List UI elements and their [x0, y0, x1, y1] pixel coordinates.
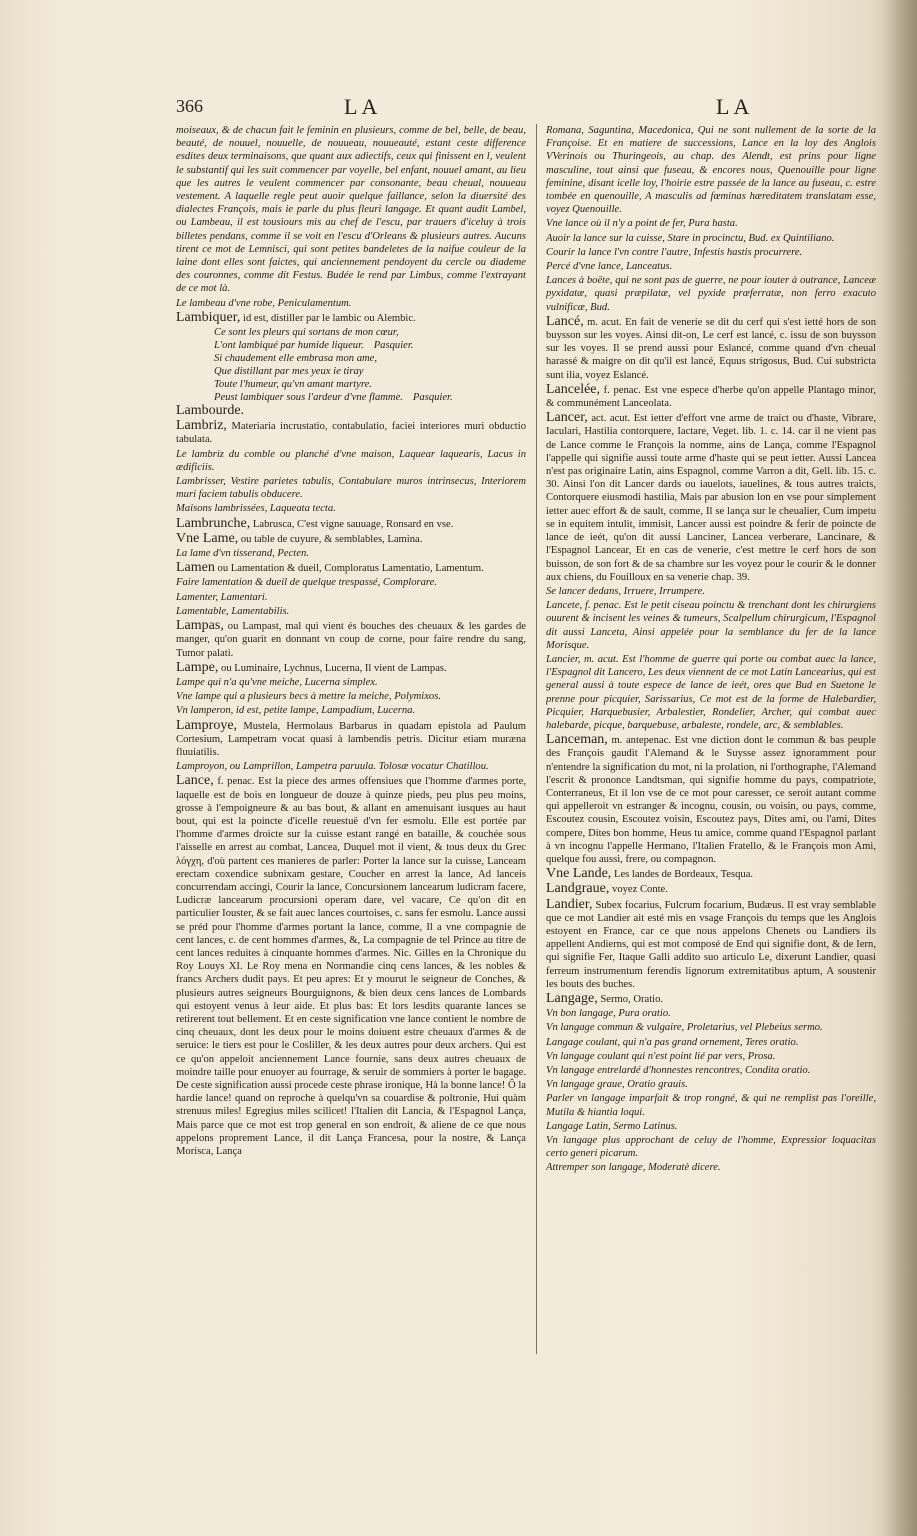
entry-text: Le lambeau d'vne robe, Peniculamentum. [176, 297, 352, 309]
entry-text: Lampe qui n'a qu'vne meiche, Lucerna simplex. [176, 676, 378, 688]
page-number: 366 [176, 96, 203, 116]
entry-text: m. acut. En fait de venerie se dit du cerf qui s'est ietté hors de son buysson sur les voyes. Ainsi dit-on, Le cerf est lancé, c. issu de son buysson sur les voyes. Il se prend aussi pour Eslancé, comme quand d'vn cheual harassé & maigre on dit qu'il est lancé, Equus strigosus, Bud. Cui substricta sunt ilia, voyez Eslancé. [546, 316, 876, 381]
sub-entry [546, 246, 876, 259]
sub-entry [176, 676, 526, 689]
entry-text: Lamenter, Lamentari. [176, 591, 268, 603]
sub-entry [546, 599, 876, 652]
sub-entry [546, 585, 876, 598]
sub-entry [546, 1050, 876, 1063]
dictionary-entry [546, 411, 876, 584]
entry-text: Vne lampe qui a plusieurs becs à mettre la meiche, Polymixos. [176, 691, 441, 703]
entry-text: Maisons lambrissées, Laqueata tecta. [176, 503, 336, 515]
headword: Vne Lande, [546, 866, 612, 882]
sub-entry [546, 232, 876, 245]
verse-line [176, 378, 526, 391]
verse-text: Si chaudement elle embrasa mon ame, [214, 353, 377, 365]
entry-text: Vn lamperon, id est, petite lampe, Lampadium, Lucerna. [176, 705, 416, 717]
column-divider [536, 124, 537, 1354]
page-header [176, 96, 876, 124]
entry-text: f. penac. Est la piece des armes offensiues que l'homme d'armes porte, laquelle est de bois en longueur de douze à quinze pieds, peu plus peu moins, grosse à l'empoigneure & au bas bout, & allant en amenuisant iusques au haut bout, qui est la poincte d'icelle reuestuë d'vn fer esmolu. Elle est portée par l'homme d'armes droicte sur la cuisse estant rangé en bataille, & couchée sous l'aisselle en arrest au combat, Lancea, Duquel mot il vient, & tous deux du Grec λόγχη, d'où partent ces manieres de parler: Porter la lance sur la cuisse, Lanceam erectam coxendice subnixam gestare, Coucher en arrest la lance, Ad lanceis concurrendam accingi, Courir la lance, Concursionem lancearum ludicram facere, Ludicræ lancearum procursioni operam dare, vel vacare, Ce qu'on dit en particulier Iouster, & se fait auec lances courtoises, c. sans fer esmolu. Lance aussi se préd pour l'homme d'armes portant la lance, comme, Il a vne compagnie de cent lances, c. de cent hommes d'armes, &, La compagnie de tel Prince au titre de cent lances reduites à cinquante hommes d'armes. Nic. Gilles en la Chronique du Roy Louys XI. Le Roy mena en Normandie cinq cens lances, & les nobles & francs Archers dudit pays. Et peu apres: Et y mourut le seigneur de Conches, & plusieurs autres seigneurs Bourguignons, & bien deux cens lances de Lombards qui estoyent venus à leur aide. Et plus bas: Et lors lesdits quarante lances se retirerent tout bellement. Et en ceste signification vne lance contient le nombre de cinq cheuaux, dont les deux pour le moins doiuent estre cheuaux d'armes & de seruice: le tiers est pour le Cosliller, & les deux autres pour deux archers. Qui est ce qu'on appeloit anciennement Lance fournie, sans deux autres cheuaux de moindre taille pour enuoyer au fourrage, & seruir de sommiers à porter le bagage. De ceste signification aussi procede ceste phrase ironique, Hà la bonne lance! Ô la hardie lance! quand on reproche à quelqu'vn sa couardise & poltronie, Hui quàm strenuus miles! Egregius miles scilicet! l'Italien dit Lancia, & l'Espagnol Lança, Mais parce que ce mot est trop general en son endroit, & aliene de ce que nous appelons proprement Lance, il dit Lança Francesa, pour la nostre, & Lança Morisca, Lança [176, 776, 526, 1158]
headword: Vne Lame, [176, 530, 239, 546]
sub-entry [176, 124, 526, 296]
entry-text: Mustela, Hermolaus Barbarus in quadam epistola ad Paulum Cortesium, Lampetram vocat quasi à lambendis petris. Dicitur etiam muræna fluuiatilis. [176, 720, 526, 758]
entry-text: Langage Latin, Sermo Latinus. [546, 1120, 678, 1132]
entry-text: Romana, Saguntina, Macedonica, Qui ne sont nullement de la sorte de la Françoise. Et en matiere de successions, Lance en la loy des Anglois VVerinois ou Thuringeois, au chap. des Alendt, est prins pour ligne masculine, tout ainsi que fuseau, & encores nous, Quenouille pour ligne feminine, disant icelle loy, l'hoirie estre passée de la lance au fuseau, c. estre tombée en quenouille, A masculis ad fœminas hæreditatem translatam esse, voyez Quenouille. [546, 125, 876, 216]
entry-text: Vn langage graue, Oratio grauis. [546, 1079, 688, 1091]
entry-text: Faire lamentation & dueil de quelque trespassé, Complorare. [176, 577, 437, 589]
dictionary-entry [176, 517, 526, 531]
headword: Lamen [176, 560, 215, 576]
entry-text: f. penac. Est vne espece d'herbe qu'on appelle Plantago minor, & communément Lanceolata. [546, 384, 876, 410]
verse-line [176, 352, 526, 365]
sub-entry [176, 605, 526, 618]
verse-text: Toute l'humeur, qu'vn amant martyre. [214, 379, 372, 391]
entry-text: Vne lance où il n'y a point de fer, Pura hasta. [546, 218, 738, 230]
sub-entry [176, 704, 526, 717]
sub-entry [546, 124, 876, 216]
entry-text: ou Lampast, mal qui vient és bouches des cheuaux & les gardes de manger, qu'on guarit en donnant vn coup de corne, pour faire rendre du sang, Tumor palati. [176, 621, 526, 659]
entry-text: Attremper son langage, Moderatè dicere. [546, 1162, 721, 1174]
entry-text: Percé d'vne lance, Lanceatus. [546, 261, 673, 273]
entry-text: Lances à boëte, qui ne sont pas de guerre, ne pour iouter à outrance, Lanceæ pyxidatæ, quasi præpilatæ, vel pyxide præferratæ, non ferro exacuto vulnificæ, Bud. [546, 275, 876, 313]
sub-entry [546, 1078, 876, 1091]
sub-entry [546, 1134, 876, 1160]
sub-entry [546, 274, 876, 314]
headword: Lampe, [176, 659, 219, 675]
dictionary-entry [546, 383, 876, 410]
dictionary-entry [546, 867, 876, 881]
entry-text: act. acut. Est ietter d'effort vne arme de traict ou d'haste, Vibrare, Iaculari, Hastilia contorquere, Iactare, Veget. lib. 1. c. 14. car il ne vient pas de Lance comme le François la nomme, ains de Lança, comme l'Espagnol l'appelle qui signifie aussi toute arme d'haste qui se peut ietter. Aussi Lancea n'est pas originaire Latin, ains Espagnol, comme Varron a dit, Gell. lib. 15. c. 30. Ainsi l'on dit Lancer dards ou iauelots, iauelines, & tous autres traicts, Contorquere eiusmodi hastilia, Mais par abusion lon en vse pour simplement ietter auec effort & de sault, comme, Il se lança sur le cheualier, Cum impetu se in equitem intulit, immisit, Lancer aussi est poindre & ferir de poincte de lance de ieét, qu'on dit aussi Lanciner, Lancea verberare, Lancinare, & l'Espagnol Lancear, Et en cas de venerie, c'est mettre le cerf hors de son buisson, de son fort & de sa chambre sur les voyez pour le courir & le donner aux chiens, du Fouilloux en sa venerie chap. 39. [546, 413, 876, 583]
entry-text: Langage coulant, qui n'a pas grand ornement, Teres oratio. [546, 1036, 799, 1048]
sub-entry [176, 475, 526, 501]
dictionary-entry [176, 774, 526, 1158]
headword: Landier, [546, 896, 593, 912]
entry-text: Vn langage entrelardé d'honnestes rencontres, Condita oratio. [546, 1065, 811, 1077]
entry-text: Lambrisser, Vestire parietes tabulis, Contabulare muros intrinsecus, Interiorem muri faciem tabulis obducere. [176, 476, 526, 501]
headword: Landgraue, [546, 881, 610, 897]
verse-text: Peust lambiquer sous l'ardeur d'vne flamme. [214, 392, 403, 404]
left-column [176, 124, 526, 1374]
verse-text: L'ont lambiqué par humide liqueur. [214, 340, 364, 352]
headword: Lancé, [546, 313, 584, 329]
headword: Lambourde. [176, 403, 245, 419]
entry-text: Auoir la lance sur la cuisse, Stare in procinctu, Bud. ex Quintiliano. [546, 232, 835, 244]
headword: Lambrunche, [176, 515, 251, 531]
entry-text: m. antepenac. Est vne diction dont le commun & bas peuple des François gaudit l'Alemand & le Suysse assez ignoramment pour n'entendre la signification du mot, ni la prolation, ni l'orthographe, l'Alemand l'escrit & prononce Landtsman, qui signifie homme du pays, compatriote, Conterraneus, Et il lon vse de ce mot pour caresser, ce seroit autant comme qui appelleroit vn estranger & incognu, cousin, ou voisin, ou pays, comme, Escoutez cousin, Escoutez voisin, Escoutez pays, Dites ami, ou l'ami, Dites compere, Dites bon homme, Heus tu amice, comme quand l'Espagnol parlant à vn incognu l'appelle Hermano, l'Italien Fratello, & le François mon Ami, quelque fou aussi, frere, ou compagnon. [546, 735, 876, 865]
headword: Lambriz, [176, 418, 227, 434]
sub-entry [546, 1064, 876, 1077]
entry-text: Sermo, Oratio. [600, 994, 664, 1005]
sub-entry [546, 1161, 876, 1174]
sub-entry [546, 260, 876, 273]
entry-text: voyez Conte. [612, 884, 668, 896]
verse-source: Pasquier. [412, 392, 453, 404]
entry-text: Materiaria incrustatio, contabulatio, faciei interiores muri obductio tabulata. [176, 421, 526, 446]
dictionary-entry [546, 733, 876, 866]
headword: Lancer, [546, 410, 588, 426]
dictionary-entry [546, 992, 876, 1006]
entry-text: Lancier, m. acut. Est l'homme de guerre qui porte ou combat auec la lance, l'Espagnol dit Lancero, Les deux viennent de ce mot Latin Lancearius, qui est general aussi à toute espece de lance de ieét, ores que Bud en Suetone le prenne pour picquier, Sarissarius, Ce mot est de la forme de Halebardier, Picquier, Harquebusier, Arbalestier, Rondelier, Archer, qui combat auec halebarde, picque, barquebuse, arbaleste, rondele, arc, & semblables. [546, 653, 876, 731]
headword: Lanceman, [546, 732, 608, 748]
entry-text: Vn bon langage, Pura oratio. [546, 1008, 671, 1020]
headword: Lambiquer, [176, 309, 241, 325]
headword: Lamproye, [176, 717, 238, 733]
dictionary-entry [176, 311, 526, 325]
entry-text: id est, distiller par le lambic ou Alembic. [243, 312, 416, 324]
dictionary-entry [546, 882, 876, 896]
verse-text: Que distillant par mes yeux ie tiray [214, 366, 364, 378]
entry-text: Parler vn langage imparfait & trop rongné, & qui ne remplist pas l'oreille, Mutila & hiantia loqui. [546, 1093, 876, 1118]
verse-line [176, 339, 526, 352]
sub-entry [546, 1120, 876, 1133]
entry-text: Labrusca, C'est vigne sauuage, Ronsard en vse. [252, 518, 454, 530]
dictionary-entry [176, 419, 526, 446]
verse-line [176, 365, 526, 378]
entry-text: Lamproyon, ou Lamprillon, Lampetra paruula. Tolosæ vocatur Chatillou. [176, 761, 489, 773]
sub-entry [176, 547, 526, 560]
sub-entry [546, 653, 876, 732]
entry-text: Courir la lance l'vn contre l'autre, Infestis hastis procurrere. [546, 246, 803, 258]
sub-entry [546, 1007, 876, 1020]
headword: Lancelée, [546, 381, 601, 397]
sub-entry [176, 591, 526, 604]
dictionary-entry [176, 719, 526, 760]
sub-entry [176, 297, 526, 310]
page-gutter-shadow [883, 0, 917, 1536]
entry-text: moiseaux, & de chacun fait le feminin en plusieurs, comme de bel, belle, de beau, beauté, de nouuel, nouuelle, de nouueau, nouueauté, estant ceste difference esdites deux terminaisons, que quant aux adiectifs, ceux qui finissent en l, veulent le substantif qui les suit commencer par voyelle, bel enfant, nouuel amant, au lieu que les autres le veulent commencer par consonante, beau cheual, nouueau vestement. A laquelle regle peut auoir quelque faillance, selon la diuersité des dialectes François, mais ie parle du plus fleuri langage. Et quant audit Lambel, ou Lambeau, il est tousiours mis au chef de l'escu, par trauers d'iceluy à trois billetes pendans, comme il se voit en l'escu d'Orleans & plusieurs autres. Aucuns tirent ce mot de Lemnisci, qui sont petites bandeletes de la naifue couleur de la laine dont elles sont faictes, qui anciennement pendoyent du cercle ou diademe des couronnes, comme dit Festus. Budée le rend par Limbus, comme l'extrayant de ce mot là. [176, 125, 526, 295]
sub-entry [176, 502, 526, 515]
verse-source: Pasquier. [373, 340, 414, 352]
entry-text: Les landes de Bordeaux, Tesqua. [613, 869, 754, 881]
running-head-right: LA [716, 94, 754, 119]
dictionary-entry [176, 561, 526, 575]
entry-text: La lame d'vn tisserand, Pecten. [176, 548, 309, 560]
entry-text: Le lambriz du comble ou planché d'vne maison, Laquear laquearis, Lacus in ædificiis. [176, 448, 526, 473]
dictionary-entry [546, 898, 876, 991]
verse-line [176, 326, 526, 339]
entry-text: Subex focarius, Fulcrum focarium, Budæus. Il est vray semblable que ce mot Landier ait esté mis en vsage François du temps que les Anglois estoyent en France, car ce que nous appelons Chenets ou Landiers ils appellent Andierns, qui est mot composé de End qui signifie dont, & de Iern, qui signifie Fer, Itaque Galli addito suo articulo Le, dixerunt Landier, quasi ferreum instrumentum ferendis lignorum extremitatibus aptum, A soustenir les bouts des buches. [546, 899, 876, 990]
sub-entry [176, 448, 526, 474]
dictionary-entry [176, 619, 526, 660]
entry-text: Lamentable, Lamentabilis. [176, 605, 290, 617]
sub-entry [546, 1092, 876, 1118]
headword: Lance, [176, 773, 214, 789]
sub-entry [176, 760, 526, 773]
entry-text: ou Lamentation & dueil, Comploratus Lamentatio, Lamentum. [217, 563, 484, 575]
dictionary-entry [546, 315, 876, 382]
sub-entry [546, 1036, 876, 1049]
entry-text: Se lancer dedans, Irruere, Irrumpere. [546, 585, 705, 597]
dictionary-entry [176, 661, 526, 675]
headword: Langage, [546, 991, 598, 1006]
dictionary-entry [176, 532, 526, 546]
entry-text: Lancete, f. penac. Est le petit ciseau poinctu & trenchant dont les chirurgiens ouurent & incisent les veines & tumeurs, Scalpellum chirurgicum, l'Espagnol dit aussi Lanceta, Ainsi appelée pour la semblance du fer de la lance Morisque. [546, 600, 876, 651]
headword: Lampas, [176, 618, 224, 634]
verse-text: Ce sont les pleurs qui sortans de mon cœur, [214, 327, 399, 339]
entry-text: Vn langage coulant qui n'est point lié par vers, Prosa. [546, 1050, 776, 1062]
running-head-left: LA [344, 94, 382, 119]
entry-text: ou Luminaire, Lychnus, Lucerna, Il vient de Lampas. [221, 662, 447, 674]
right-column [546, 124, 876, 1354]
dictionary-entry [176, 404, 526, 418]
sub-entry [546, 1021, 876, 1034]
sub-entry [176, 576, 526, 589]
entry-text: Vn langage commun & vulgaire, Proletarius, vel Plebeius sermo. [546, 1022, 823, 1034]
sub-entry [176, 690, 526, 703]
sub-entry [546, 217, 876, 230]
entry-text: Vn langage plus approchant de celuy de l'homme, Expressior loquacitas certo generi picarum. [546, 1135, 876, 1160]
entry-text: ou table de cuyure, & semblables, Lamina. [240, 533, 423, 545]
